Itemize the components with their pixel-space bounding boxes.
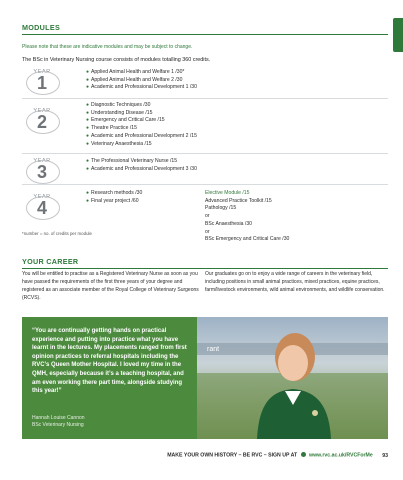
elective-item: Advanced Practice Toolkit /15 [205,197,272,204]
year-1-badge [22,69,62,91]
student-photo [197,317,388,439]
module-item: ● Diagnostic Techniques /30 [86,102,151,108]
page-number: 93 [382,452,388,459]
elective-or: or [205,213,210,220]
year-divider [22,153,388,154]
year-badge-ring [26,196,60,220]
year-label: YEAR [33,158,51,164]
testimonial-attribution [32,415,85,430]
year-3-modules [86,158,197,173]
module-item: ● Academic and Professional Development 1 /30 [86,84,197,91]
module-item: ● Final year project /60 [86,197,139,204]
elective-item: BSc Emergency and Critical Care /30 [205,236,290,243]
year-label: YEAR [33,194,51,200]
section-tab-marker [393,18,403,52]
testimonial-quote: “You are continually getting hands on practical experience and putting into practice what you have learnt in the lectures. My placements ranged from first opinion practices to referral hospitals including the RVC’s Queen Mother Hospital. I loved my time in the QMH, especially because it’s a teaching hospital, and am even working there part time, alongside studying this year!” [32,328,187,395]
year-number: 2 [36,112,47,132]
photo-sign-text: rant [207,346,220,353]
year-4-badge [22,194,62,216]
footer-url-link[interactable]: www.rvc.ac.uk/RVCForMe [309,452,373,459]
year-number: 1 [36,73,47,93]
year-divider [22,184,388,185]
year-1-modules [86,69,197,92]
testimonial-panel [22,317,388,439]
student-course: BSc Veterinary Nursing [32,422,84,429]
career-text-left: You will be entitled to practise as a Registered Veterinary Nurse as soon as you have passed the requirements of the first three years of your degree and registered as an associate member of the Royal College of Veterinary Surgeons (RCVS). [22,271,199,301]
year-badge-ring [26,110,60,134]
module-item: ● Academic and Professional Development 3 /30 [86,165,197,172]
elective-item: Pathology /15 [205,205,237,212]
elective-or: or [205,228,210,235]
module-item: ● Research methods /30 [86,190,143,196]
modules-note: Please note that these are indicative modules and may be subject to change. [22,44,193,50]
module-item: ● Understanding Disease /15 [86,109,153,116]
elective-item: BSc Anaesthesia /30 [205,220,253,227]
year-divider [22,98,388,99]
elective-title: Elective Module /15 [205,190,250,196]
modules-heading: MODULES [22,23,61,32]
modules-heading-rule [22,34,388,35]
year-2-badge [22,108,62,130]
year-number: 3 [36,162,47,182]
module-item: ● Veterinary Anaesthesia /15 [86,140,152,147]
year-badge-ring [26,71,60,95]
career-text-right: Our graduates go on to enjoy a wide range of careers in the veterinary field, including positions in small animal practices, mixed practices, equine practices, farm/livestock environments, wild animal environments, and wildlife conservation. [205,271,385,293]
student-name: Hannah Louise Cannon [32,415,85,421]
module-item: ● Academic and Professional Development 2 /15 [86,132,197,139]
year-label: YEAR [33,108,51,114]
module-item: ● Theatre Practice /15 [86,125,137,132]
student-photo-illustration [197,317,388,439]
year-4-modules [86,190,142,205]
footer-tagline: MAKE YOUR OWN HISTORY – BE RVC – SIGN UP AT [167,452,298,459]
module-item: ● Applied Animal Health and Welfare 1 /30* [86,69,185,75]
year-badge-ring [26,160,60,184]
module-item: ● Emergency and Critical Care /15 [86,117,165,124]
year-label: YEAR [33,69,51,75]
year-number: 4 [36,198,47,218]
globe-icon [301,452,306,457]
credits-footnote: *number = no. of credits per module [22,231,92,236]
page-footer [22,452,388,459]
year-3-badge [22,158,62,180]
modules-intro: The BSc in Veterinary Nursing course consists of modules totalling 360 credits. [22,57,211,63]
career-heading-rule [22,268,388,269]
year-2-modules [86,102,197,148]
module-item: ● Applied Animal Health and Welfare 2 /30 [86,76,183,83]
module-item: ● The Professional Veterinary Nurse /15 [86,158,178,164]
year-4-elective-list [205,190,289,244]
career-heading: YOUR CAREER [22,257,79,266]
